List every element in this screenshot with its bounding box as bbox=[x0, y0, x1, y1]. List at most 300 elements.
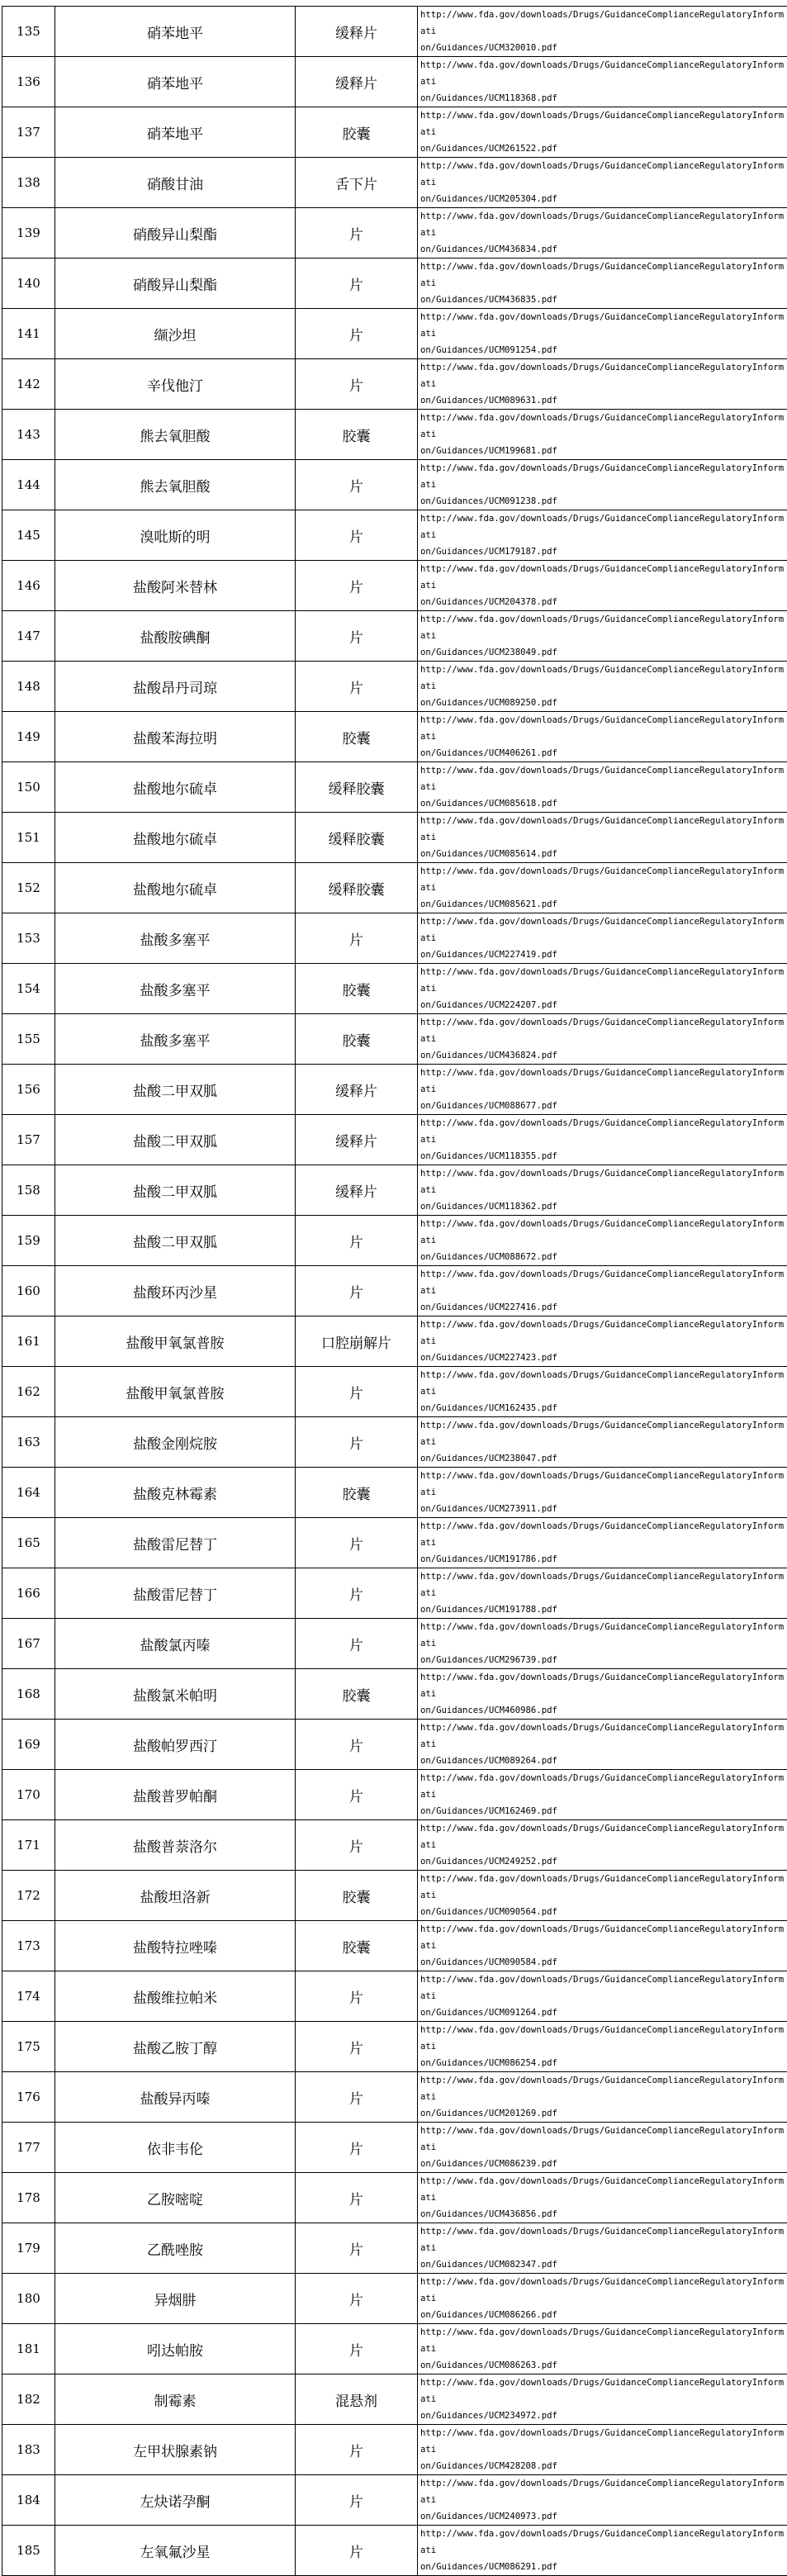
row-number: 166 bbox=[2, 1568, 55, 1619]
table-row bbox=[2, 1316, 787, 1367]
guidance-url[interactable] bbox=[418, 611, 787, 662]
row-number: 172 bbox=[2, 1871, 55, 1921]
table-row bbox=[2, 2223, 787, 2274]
guidance-url-line-1[interactable]: http://www.fda.gov/downloads/Drugs/GuidanceComplianceRegulatoryInformati bbox=[420, 259, 787, 292]
drug-name: 左甲状腺素钠 bbox=[55, 2425, 296, 2475]
drug-name: 盐酸二甲双胍 bbox=[55, 1165, 296, 1216]
drug-name: 盐酸阿米替林 bbox=[55, 561, 296, 611]
dosage-form: 片 bbox=[296, 2223, 418, 2274]
table-row bbox=[2, 1669, 787, 1720]
dosage-form: 片 bbox=[296, 1820, 418, 1871]
drug-name: 硝酸异山梨酯 bbox=[55, 208, 296, 259]
table-row bbox=[2, 107, 787, 158]
drug-name: 盐酸氯米帕明 bbox=[55, 1669, 296, 1720]
guidance-url-line-1[interactable]: http://www.fda.gov/downloads/Drugs/GuidanceComplianceRegulatoryInformati bbox=[420, 1971, 787, 2004]
guidance-url[interactable] bbox=[418, 1165, 787, 1216]
row-number: 144 bbox=[2, 460, 55, 510]
row-number: 177 bbox=[2, 2123, 55, 2173]
guidance-url-line-2[interactable]: on/Guidances/UCM460986.pdf bbox=[420, 1702, 787, 1719]
dosage-form: 片 bbox=[296, 2526, 418, 2576]
guidance-url[interactable] bbox=[418, 460, 787, 510]
dosage-form: 胶囊 bbox=[296, 1468, 418, 1518]
row-number: 167 bbox=[2, 1619, 55, 1669]
dosage-form: 胶囊 bbox=[296, 1669, 418, 1720]
table-row bbox=[2, 1115, 787, 1165]
guidance-url-line-1[interactable]: http://www.fda.gov/downloads/Drugs/GuidanceComplianceRegulatoryInformati bbox=[420, 57, 787, 90]
drug-name: 盐酸地尔硫卓 bbox=[55, 863, 296, 913]
dosage-form: 胶囊 bbox=[296, 712, 418, 762]
drug-name: 盐酸金刚烷胺 bbox=[55, 1417, 296, 1468]
dosage-form: 缓释片 bbox=[296, 7, 418, 57]
guidance-url-line-2[interactable]: on/Guidances/UCM085618.pdf bbox=[420, 795, 787, 812]
guidance-url-line-1[interactable]: http://www.fda.gov/downloads/Drugs/GuidanceComplianceRegulatoryInformati bbox=[420, 1720, 787, 1753]
guidance-url-line-1[interactable]: http://www.fda.gov/downloads/Drugs/GuidanceComplianceRegulatoryInformati bbox=[420, 158, 787, 191]
guidance-url[interactable] bbox=[418, 1266, 787, 1316]
guidance-url-line-2[interactable]: on/Guidances/UCM261522.pdf bbox=[420, 140, 787, 157]
table-row bbox=[2, 2324, 787, 2374]
guidance-url-line-2[interactable]: on/Guidances/UCM296739.pdf bbox=[420, 1652, 787, 1668]
row-number: 152 bbox=[2, 863, 55, 913]
guidance-url-line-1[interactable]: http://www.fda.gov/downloads/Drugs/GuidanceComplianceRegulatoryInformati bbox=[420, 1518, 787, 1551]
guidance-url-line-2[interactable]: on/Guidances/UCM088672.pdf bbox=[420, 1249, 787, 1265]
dosage-form: 片 bbox=[296, 359, 418, 410]
guidance-url[interactable] bbox=[418, 1468, 787, 1518]
guidance-table-container bbox=[2, 6, 781, 2576]
guidance-url-line-2[interactable]: on/Guidances/UCM227419.pdf bbox=[420, 946, 787, 963]
row-number: 148 bbox=[2, 662, 55, 712]
guidance-url[interactable] bbox=[418, 1971, 787, 2022]
row-number: 137 bbox=[2, 107, 55, 158]
dosage-form: 片 bbox=[296, 1518, 418, 1568]
dosage-form: 片 bbox=[296, 2123, 418, 2173]
table-row bbox=[2, 2123, 787, 2173]
dosage-form: 胶囊 bbox=[296, 1871, 418, 1921]
drug-name: 盐酸多塞平 bbox=[55, 964, 296, 1014]
guidance-url-line-2[interactable]: on/Guidances/UCM227423.pdf bbox=[420, 1350, 787, 1366]
guidance-url-line-1[interactable]: http://www.fda.gov/downloads/Drugs/GuidanceComplianceRegulatoryInformati bbox=[420, 1770, 787, 1803]
guidance-url[interactable] bbox=[418, 1115, 787, 1165]
guidance-url[interactable] bbox=[418, 208, 787, 259]
guidance-url-line-1[interactable]: http://www.fda.gov/downloads/Drugs/GuidanceComplianceRegulatoryInformati bbox=[420, 7, 787, 40]
guidance-url[interactable] bbox=[418, 1669, 787, 1720]
guidance-url[interactable] bbox=[418, 1316, 787, 1367]
table-row bbox=[2, 964, 787, 1014]
guidance-url-line-2[interactable]: on/Guidances/UCM085621.pdf bbox=[420, 896, 787, 913]
guidance-url[interactable] bbox=[418, 2072, 787, 2123]
guidance-url-line-2[interactable]: on/Guidances/UCM238049.pdf bbox=[420, 644, 787, 661]
guidance-url[interactable] bbox=[418, 561, 787, 611]
guidance-url-line-1[interactable]: http://www.fda.gov/downloads/Drugs/GuidanceComplianceRegulatoryInformati bbox=[420, 611, 787, 644]
guidance-url-line-1[interactable]: http://www.fda.gov/downloads/Drugs/GuidanceComplianceRegulatoryInformati bbox=[420, 309, 787, 342]
table-row bbox=[2, 158, 787, 208]
guidance-url[interactable] bbox=[418, 964, 787, 1014]
drug-name: 盐酸乙胺丁醇 bbox=[55, 2022, 296, 2072]
dosage-form: 片 bbox=[296, 913, 418, 964]
table-row bbox=[2, 1468, 787, 1518]
drug-name: 硝酸甘油 bbox=[55, 158, 296, 208]
guidance-url-line-2[interactable]: on/Guidances/UCM091238.pdf bbox=[420, 493, 787, 510]
table-row bbox=[2, 2072, 787, 2123]
row-number: 153 bbox=[2, 913, 55, 964]
guidance-url-line-1[interactable]: http://www.fda.gov/downloads/Drugs/GuidanceComplianceRegulatoryInformati bbox=[420, 1316, 787, 1350]
dosage-form: 片 bbox=[296, 208, 418, 259]
guidance-url-line-1[interactable]: http://www.fda.gov/downloads/Drugs/GuidanceComplianceRegulatoryInformati bbox=[420, 208, 787, 241]
row-number: 147 bbox=[2, 611, 55, 662]
row-number: 159 bbox=[2, 1216, 55, 1266]
guidance-url-line-2[interactable]: on/Guidances/UCM224207.pdf bbox=[420, 997, 787, 1013]
drug-name: 盐酸昂丹司琼 bbox=[55, 662, 296, 712]
guidance-url-line-1[interactable]: http://www.fda.gov/downloads/Drugs/GuidanceComplianceRegulatoryInformati bbox=[420, 863, 787, 896]
dosage-form: 片 bbox=[296, 2324, 418, 2374]
guidance-url-line-2[interactable]: on/Guidances/UCM406261.pdf bbox=[420, 745, 787, 761]
guidance-url[interactable] bbox=[418, 1871, 787, 1921]
guidance-url[interactable] bbox=[418, 863, 787, 913]
row-number: 160 bbox=[2, 1266, 55, 1316]
guidance-url-line-2[interactable]: on/Guidances/UCM199681.pdf bbox=[420, 443, 787, 459]
guidance-url[interactable] bbox=[418, 359, 787, 410]
row-number: 151 bbox=[2, 813, 55, 863]
guidance-url-line-2[interactable]: on/Guidances/UCM238047.pdf bbox=[420, 1450, 787, 1467]
row-number: 185 bbox=[2, 2526, 55, 2576]
drug-name: 盐酸雷尼替丁 bbox=[55, 1568, 296, 1619]
row-number: 180 bbox=[2, 2274, 55, 2324]
guidance-url-line-1[interactable]: http://www.fda.gov/downloads/Drugs/GuidanceComplianceRegulatoryInformati bbox=[420, 964, 787, 997]
guidance-url[interactable] bbox=[418, 259, 787, 309]
guidance-url-line-1[interactable]: http://www.fda.gov/downloads/Drugs/GuidanceComplianceRegulatoryInformati bbox=[420, 1115, 787, 1148]
table-row bbox=[2, 1619, 787, 1669]
guidance-url[interactable] bbox=[418, 410, 787, 460]
guidance-url-line-1[interactable]: http://www.fda.gov/downloads/Drugs/GuidanceComplianceRegulatoryInformati bbox=[420, 410, 787, 443]
guidance-url-line-2[interactable]: on/Guidances/UCM086263.pdf bbox=[420, 2357, 787, 2374]
dosage-form: 片 bbox=[296, 460, 418, 510]
guidance-url-line-1[interactable]: http://www.fda.gov/downloads/Drugs/GuidanceComplianceRegulatoryInformati bbox=[420, 1619, 787, 1652]
drug-name: 乙胺嘧啶 bbox=[55, 2173, 296, 2223]
guidance-url-line-1[interactable]: http://www.fda.gov/downloads/Drugs/GuidanceComplianceRegulatoryInformati bbox=[420, 2173, 787, 2206]
dosage-form: 胶囊 bbox=[296, 107, 418, 158]
table-row bbox=[2, 410, 787, 460]
guidance-url-line-2[interactable]: on/Guidances/UCM086291.pdf bbox=[420, 2559, 787, 2575]
guidance-url-line-2[interactable]: on/Guidances/UCM320010.pdf bbox=[420, 40, 787, 56]
guidance-url-line-1[interactable]: http://www.fda.gov/downloads/Drugs/GuidanceComplianceRegulatoryInformati bbox=[420, 1216, 787, 1249]
dosage-form: 缓释胶囊 bbox=[296, 813, 418, 863]
guidance-url-line-1[interactable]: http://www.fda.gov/downloads/Drugs/GuidanceComplianceRegulatoryInformati bbox=[420, 1921, 787, 1954]
guidance-url-line-2[interactable]: on/Guidances/UCM162469.pdf bbox=[420, 1803, 787, 1819]
row-number: 184 bbox=[2, 2475, 55, 2526]
table-row bbox=[2, 2526, 787, 2576]
guidance-url-line-2[interactable]: on/Guidances/UCM249252.pdf bbox=[420, 1853, 787, 1870]
guidance-url-line-1[interactable]: http://www.fda.gov/downloads/Drugs/GuidanceComplianceRegulatoryInformati bbox=[420, 2072, 787, 2105]
dosage-form: 胶囊 bbox=[296, 964, 418, 1014]
guidance-url-line-1[interactable]: http://www.fda.gov/downloads/Drugs/GuidanceComplianceRegulatoryInformati bbox=[420, 1568, 787, 1601]
guidance-url-line-1[interactable]: http://www.fda.gov/downloads/Drugs/GuidanceComplianceRegulatoryInformati bbox=[420, 712, 787, 745]
guidance-url-line-1[interactable]: http://www.fda.gov/downloads/Drugs/GuidanceComplianceRegulatoryInformati bbox=[420, 561, 787, 594]
guidance-url-line-2[interactable]: on/Guidances/UCM436834.pdf bbox=[420, 241, 787, 258]
guidance-url[interactable] bbox=[418, 712, 787, 762]
guidance-url-line-2[interactable]: on/Guidances/UCM191788.pdf bbox=[420, 1601, 787, 1618]
table-row bbox=[2, 1921, 787, 1971]
row-number: 145 bbox=[2, 510, 55, 561]
guidance-url-line-1[interactable]: http://www.fda.gov/downloads/Drugs/GuidanceComplianceRegulatoryInformati bbox=[420, 2123, 787, 2156]
drug-name: 辛伐他汀 bbox=[55, 359, 296, 410]
guidance-url-line-1[interactable]: http://www.fda.gov/downloads/Drugs/GuidanceComplianceRegulatoryInformati bbox=[420, 1367, 787, 1400]
table-row bbox=[2, 1065, 787, 1115]
row-number: 181 bbox=[2, 2324, 55, 2374]
guidance-url-line-2[interactable]: on/Guidances/UCM191786.pdf bbox=[420, 1551, 787, 1568]
guidance-url-line-1[interactable]: http://www.fda.gov/downloads/Drugs/GuidanceComplianceRegulatoryInformati bbox=[420, 510, 787, 543]
guidance-url-line-2[interactable]: on/Guidances/UCM086239.pdf bbox=[420, 2156, 787, 2172]
guidance-url-line-1[interactable]: http://www.fda.gov/downloads/Drugs/GuidanceComplianceRegulatoryInformati bbox=[420, 1065, 787, 1098]
guidance-url[interactable] bbox=[418, 2022, 787, 2072]
guidance-url-line-2[interactable]: on/Guidances/UCM436856.pdf bbox=[420, 2206, 787, 2223]
row-number: 141 bbox=[2, 309, 55, 359]
drug-name: 硝苯地平 bbox=[55, 7, 296, 57]
drug-name: 盐酸普萘洛尔 bbox=[55, 1820, 296, 1871]
guidance-url[interactable] bbox=[418, 762, 787, 813]
drug-name: 依非韦伦 bbox=[55, 2123, 296, 2173]
dosage-form: 舌下片 bbox=[296, 158, 418, 208]
row-number: 174 bbox=[2, 1971, 55, 2022]
guidance-url[interactable] bbox=[418, 2123, 787, 2173]
guidance-url[interactable] bbox=[418, 2475, 787, 2526]
row-number: 182 bbox=[2, 2374, 55, 2425]
guidance-url[interactable] bbox=[418, 107, 787, 158]
guidance-url[interactable] bbox=[418, 7, 787, 57]
guidance-url[interactable] bbox=[418, 1065, 787, 1115]
guidance-url[interactable] bbox=[418, 813, 787, 863]
row-number: 171 bbox=[2, 1820, 55, 1871]
drug-name: 乙酰唑胺 bbox=[55, 2223, 296, 2274]
table-row bbox=[2, 762, 787, 813]
row-number: 176 bbox=[2, 2072, 55, 2123]
guidance-url[interactable] bbox=[418, 2526, 787, 2576]
guidance-url[interactable] bbox=[418, 1216, 787, 1266]
guidance-url[interactable] bbox=[418, 1367, 787, 1417]
guidance-url-line-1[interactable]: http://www.fda.gov/downloads/Drugs/GuidanceComplianceRegulatoryInformati bbox=[420, 2223, 787, 2256]
guidance-url-line-2[interactable]: on/Guidances/UCM118362.pdf bbox=[420, 1198, 787, 1215]
guidance-url-line-1[interactable]: http://www.fda.gov/downloads/Drugs/GuidanceComplianceRegulatoryInformati bbox=[420, 762, 787, 795]
table-row bbox=[2, 863, 787, 913]
guidance-url[interactable] bbox=[418, 2173, 787, 2223]
guidance-url-line-1[interactable]: http://www.fda.gov/downloads/Drugs/GuidanceComplianceRegulatoryInformati bbox=[420, 2425, 787, 2458]
table-row bbox=[2, 1568, 787, 1619]
guidance-url-line-1[interactable]: http://www.fda.gov/downloads/Drugs/GuidanceComplianceRegulatoryInformati bbox=[420, 107, 787, 140]
dosage-form: 口腔崩解片 bbox=[296, 1316, 418, 1367]
table-row bbox=[2, 359, 787, 410]
guidance-url-line-1[interactable]: http://www.fda.gov/downloads/Drugs/GuidanceComplianceRegulatoryInformati bbox=[420, 2022, 787, 2055]
row-number: 173 bbox=[2, 1921, 55, 1971]
guidance-url-line-1[interactable]: http://www.fda.gov/downloads/Drugs/GuidanceComplianceRegulatoryInformati bbox=[420, 1871, 787, 1904]
drug-name: 盐酸氯丙嗪 bbox=[55, 1619, 296, 1669]
dosage-form: 片 bbox=[296, 1216, 418, 1266]
table-row bbox=[2, 2022, 787, 2072]
drug-name: 盐酸苯海拉明 bbox=[55, 712, 296, 762]
dosage-form: 片 bbox=[296, 309, 418, 359]
guidance-url[interactable] bbox=[418, 2223, 787, 2274]
table-row bbox=[2, 1216, 787, 1266]
row-number: 139 bbox=[2, 208, 55, 259]
dosage-form: 片 bbox=[296, 1770, 418, 1820]
guidance-url-line-2[interactable]: on/Guidances/UCM436835.pdf bbox=[420, 292, 787, 308]
row-number: 140 bbox=[2, 259, 55, 309]
drug-name: 硝苯地平 bbox=[55, 107, 296, 158]
guidance-url[interactable] bbox=[418, 1820, 787, 1871]
guidance-url-line-2[interactable]: on/Guidances/UCM234972.pdf bbox=[420, 2408, 787, 2424]
dosage-form: 片 bbox=[296, 1619, 418, 1669]
guidance-url-line-2[interactable]: on/Guidances/UCM090584.pdf bbox=[420, 1954, 787, 1971]
guidance-url[interactable] bbox=[418, 1518, 787, 1568]
guidance-url-line-2[interactable]: on/Guidances/UCM428208.pdf bbox=[420, 2458, 787, 2474]
guidance-url-line-1[interactable]: http://www.fda.gov/downloads/Drugs/GuidanceComplianceRegulatoryInformati bbox=[420, 2324, 787, 2357]
dosage-form: 片 bbox=[296, 2475, 418, 2526]
drug-name: 盐酸甲氧氯普胺 bbox=[55, 1316, 296, 1367]
table-row bbox=[2, 1871, 787, 1921]
table-row bbox=[2, 662, 787, 712]
dosage-form: 片 bbox=[296, 561, 418, 611]
guidance-url-line-2[interactable]: on/Guidances/UCM436824.pdf bbox=[420, 1047, 787, 1064]
guidance-url-line-2[interactable]: on/Guidances/UCM088677.pdf bbox=[420, 1098, 787, 1114]
guidance-url[interactable] bbox=[418, 309, 787, 359]
dosage-form: 片 bbox=[296, 662, 418, 712]
guidance-url-line-1[interactable]: http://www.fda.gov/downloads/Drugs/GuidanceComplianceRegulatoryInformati bbox=[420, 2475, 787, 2508]
guidance-url-line-2[interactable]: on/Guidances/UCM179187.pdf bbox=[420, 543, 787, 560]
guidance-url-line-2[interactable]: on/Guidances/UCM273911.pdf bbox=[420, 1501, 787, 1517]
guidance-url-line-2[interactable]: on/Guidances/UCM082347.pdf bbox=[420, 2256, 787, 2273]
guidance-url[interactable] bbox=[418, 2425, 787, 2475]
table-row bbox=[2, 913, 787, 964]
guidance-url-line-1[interactable]: http://www.fda.gov/downloads/Drugs/GuidanceComplianceRegulatoryInformati bbox=[420, 2374, 787, 2408]
guidance-url-line-2[interactable]: on/Guidances/UCM089264.pdf bbox=[420, 1753, 787, 1769]
table-row bbox=[2, 1417, 787, 1468]
dosage-form: 片 bbox=[296, 1367, 418, 1417]
guidance-url-line-1[interactable]: http://www.fda.gov/downloads/Drugs/GuidanceComplianceRegulatoryInformati bbox=[420, 662, 787, 695]
guidance-url-line-1[interactable]: http://www.fda.gov/downloads/Drugs/GuidanceComplianceRegulatoryInformati bbox=[420, 913, 787, 946]
dosage-form: 片 bbox=[296, 2274, 418, 2324]
guidance-url[interactable] bbox=[418, 2374, 787, 2425]
drug-name: 左氧氟沙星 bbox=[55, 2526, 296, 2576]
row-number: 178 bbox=[2, 2173, 55, 2223]
dosage-form: 片 bbox=[296, 1568, 418, 1619]
guidance-url[interactable] bbox=[418, 2274, 787, 2324]
guidance-url-line-1[interactable]: http://www.fda.gov/downloads/Drugs/GuidanceComplianceRegulatoryInformati bbox=[420, 1417, 787, 1450]
guidance-url-line-2[interactable]: on/Guidances/UCM205304.pdf bbox=[420, 191, 787, 207]
table-row bbox=[2, 712, 787, 762]
guidance-url[interactable] bbox=[418, 158, 787, 208]
drug-name: 盐酸帕罗西汀 bbox=[55, 1720, 296, 1770]
drug-name: 盐酸普罗帕酮 bbox=[55, 1770, 296, 1820]
guidance-url-line-1[interactable]: http://www.fda.gov/downloads/Drugs/GuidanceComplianceRegulatoryInformati bbox=[420, 1820, 787, 1853]
guidance-url-line-2[interactable]: on/Guidances/UCM240973.pdf bbox=[420, 2508, 787, 2525]
row-number: 143 bbox=[2, 410, 55, 460]
guidance-url-line-2[interactable]: on/Guidances/UCM118355.pdf bbox=[420, 1148, 787, 1165]
guidance-url-line-2[interactable]: on/Guidances/UCM090564.pdf bbox=[420, 1904, 787, 1920]
table-row bbox=[2, 2274, 787, 2324]
guidance-url[interactable] bbox=[418, 913, 787, 964]
row-number: 162 bbox=[2, 1367, 55, 1417]
dosage-form: 缓释片 bbox=[296, 57, 418, 107]
row-number: 164 bbox=[2, 1468, 55, 1518]
dosage-form: 缓释胶囊 bbox=[296, 863, 418, 913]
guidance-url[interactable] bbox=[418, 662, 787, 712]
table-row bbox=[2, 2475, 787, 2526]
drug-name: 盐酸胺碘酮 bbox=[55, 611, 296, 662]
drug-name: 熊去氧胆酸 bbox=[55, 410, 296, 460]
guidance-url-line-2[interactable]: on/Guidances/UCM201269.pdf bbox=[420, 2105, 787, 2122]
guidance-url[interactable] bbox=[418, 1921, 787, 1971]
dosage-form: 片 bbox=[296, 2425, 418, 2475]
row-number: 169 bbox=[2, 1720, 55, 1770]
guidance-url[interactable] bbox=[418, 2324, 787, 2374]
guidance-url-line-2[interactable]: on/Guidances/UCM091264.pdf bbox=[420, 2004, 787, 2021]
drug-name: 溴吡斯的明 bbox=[55, 510, 296, 561]
drug-name: 盐酸异丙嗪 bbox=[55, 2072, 296, 2123]
guidance-url[interactable] bbox=[418, 1619, 787, 1669]
dosage-form: 片 bbox=[296, 1720, 418, 1770]
row-number: 136 bbox=[2, 57, 55, 107]
guidance-url-line-2[interactable]: on/Guidances/UCM089250.pdf bbox=[420, 695, 787, 711]
table-row bbox=[2, 7, 787, 57]
drug-name: 盐酸维拉帕米 bbox=[55, 1971, 296, 2022]
guidance-url-line-1[interactable]: http://www.fda.gov/downloads/Drugs/GuidanceComplianceRegulatoryInformati bbox=[420, 359, 787, 392]
guidance-url-line-1[interactable]: http://www.fda.gov/downloads/Drugs/GuidanceComplianceRegulatoryInformati bbox=[420, 460, 787, 493]
guidance-url[interactable] bbox=[418, 1720, 787, 1770]
guidance-url-line-1[interactable]: http://www.fda.gov/downloads/Drugs/GuidanceComplianceRegulatoryInformati bbox=[420, 1014, 787, 1047]
row-number: 179 bbox=[2, 2223, 55, 2274]
row-number: 163 bbox=[2, 1417, 55, 1468]
table-row bbox=[2, 611, 787, 662]
guidance-url[interactable] bbox=[418, 57, 787, 107]
guidance-url-line-1[interactable]: http://www.fda.gov/downloads/Drugs/GuidanceComplianceRegulatoryInformati bbox=[420, 1266, 787, 1299]
guidance-url-line-1[interactable]: http://www.fda.gov/downloads/Drugs/GuidanceComplianceRegulatoryInformati bbox=[420, 1669, 787, 1702]
dosage-form: 胶囊 bbox=[296, 410, 418, 460]
drug-name: 缬沙坦 bbox=[55, 309, 296, 359]
drug-name: 盐酸地尔硫卓 bbox=[55, 762, 296, 813]
guidance-url-line-2[interactable]: on/Guidances/UCM091254.pdf bbox=[420, 342, 787, 358]
guidance-url-line-2[interactable]: on/Guidances/UCM118368.pdf bbox=[420, 90, 787, 107]
drug-name: 盐酸多塞平 bbox=[55, 913, 296, 964]
guidance-url[interactable] bbox=[418, 1014, 787, 1065]
guidance-url-line-2[interactable]: on/Guidances/UCM085614.pdf bbox=[420, 846, 787, 862]
dosage-form: 片 bbox=[296, 1417, 418, 1468]
drug-name: 盐酸雷尼替丁 bbox=[55, 1518, 296, 1568]
guidance-url-line-1[interactable]: http://www.fda.gov/downloads/Drugs/GuidanceComplianceRegulatoryInformati bbox=[420, 1468, 787, 1501]
guidance-url-line-1[interactable]: http://www.fda.gov/downloads/Drugs/GuidanceComplianceRegulatoryInformati bbox=[420, 2526, 787, 2559]
row-number: 156 bbox=[2, 1065, 55, 1115]
row-number: 158 bbox=[2, 1165, 55, 1216]
drug-name: 硝酸异山梨酯 bbox=[55, 259, 296, 309]
guidance-url-line-2[interactable]: on/Guidances/UCM227416.pdf bbox=[420, 1299, 787, 1316]
guidance-url[interactable] bbox=[418, 510, 787, 561]
dosage-form: 片 bbox=[296, 611, 418, 662]
guidance-url[interactable] bbox=[418, 1417, 787, 1468]
drug-name: 盐酸环丙沙星 bbox=[55, 1266, 296, 1316]
dosage-form: 混悬剂 bbox=[296, 2374, 418, 2425]
table-row bbox=[2, 561, 787, 611]
table-row bbox=[2, 309, 787, 359]
guidance-url-line-2[interactable]: on/Guidances/UCM086266.pdf bbox=[420, 2307, 787, 2323]
guidance-url-line-2[interactable]: on/Guidances/UCM162435.pdf bbox=[420, 1400, 787, 1416]
guidance-url-line-2[interactable]: on/Guidances/UCM086254.pdf bbox=[420, 2055, 787, 2071]
drug-name: 盐酸甲氧氯普胺 bbox=[55, 1367, 296, 1417]
guidance-url-line-1[interactable]: http://www.fda.gov/downloads/Drugs/GuidanceComplianceRegulatoryInformati bbox=[420, 2274, 787, 2307]
row-number: 170 bbox=[2, 1770, 55, 1820]
guidance-url-line-1[interactable]: http://www.fda.gov/downloads/Drugs/GuidanceComplianceRegulatoryInformati bbox=[420, 1165, 787, 1198]
guidance-url-line-2[interactable]: on/Guidances/UCM204378.pdf bbox=[420, 594, 787, 610]
dosage-form: 胶囊 bbox=[296, 1921, 418, 1971]
table-row bbox=[2, 2425, 787, 2475]
guidance-url-line-2[interactable]: on/Guidances/UCM089631.pdf bbox=[420, 392, 787, 409]
guidance-url-line-1[interactable]: http://www.fda.gov/downloads/Drugs/GuidanceComplianceRegulatoryInformati bbox=[420, 813, 787, 846]
guidance-url[interactable] bbox=[418, 1568, 787, 1619]
